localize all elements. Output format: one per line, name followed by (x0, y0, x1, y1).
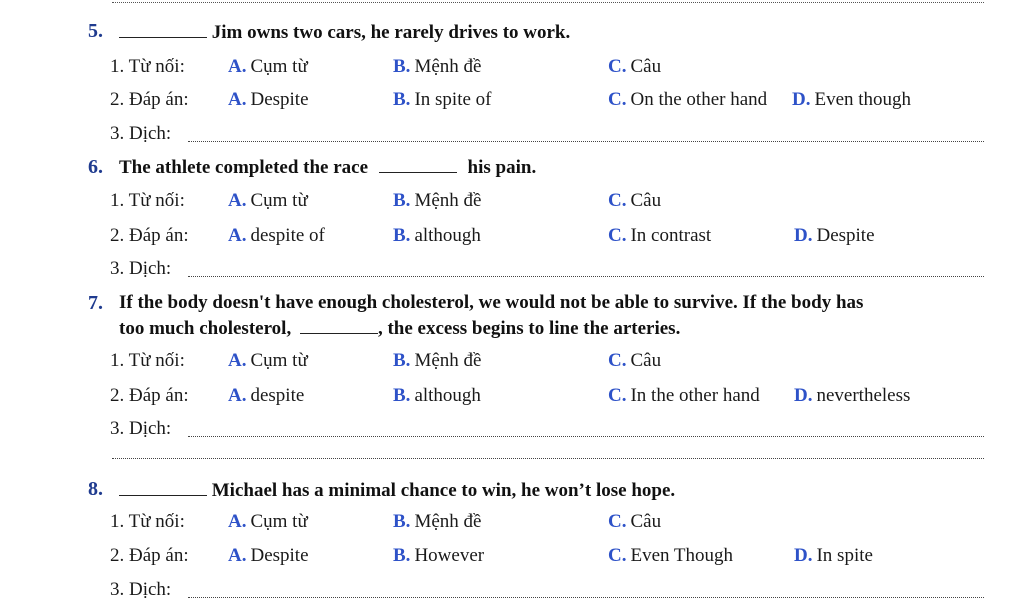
answer-label: 2. Đáp án: (110, 545, 189, 566)
answer-label: 2. Đáp án: (110, 225, 189, 246)
translate-label: 3. Dịch: (110, 258, 172, 279)
translate-line-2[interactable] (112, 458, 984, 459)
answer-label: 2. Đáp án: (110, 89, 189, 110)
connector-option-c[interactable]: C. Câu (608, 56, 662, 77)
answer-blank[interactable] (379, 156, 457, 173)
connector-option-c[interactable]: C. Câu (608, 350, 662, 371)
answer-option-b[interactable]: B. In spite of (393, 89, 492, 110)
connector-option-a[interactable]: A. Cụm từ (228, 350, 308, 371)
answer-option-a[interactable]: A. Despite (228, 545, 309, 566)
answer-blank[interactable] (119, 21, 207, 38)
connector-option-b[interactable]: B. Mệnh đề (393, 511, 482, 532)
answer-option-a[interactable]: A. Despite (228, 89, 309, 110)
translate-line[interactable] (188, 597, 984, 598)
question-text: Michael has a minimal chance to win, he won’t lose hope. (119, 479, 675, 502)
answer-blank[interactable] (119, 479, 207, 496)
connector-option-a[interactable]: A. Cụm từ (228, 511, 308, 532)
answer-option-a[interactable]: A. despite (228, 385, 305, 406)
answer-option-b[interactable]: B. although (393, 385, 481, 406)
connector-option-a[interactable]: A. Cụm từ (228, 56, 308, 77)
question-text-line-1: If the body doesn't have enough cholesterol, we would not be able to survive. If the body has (119, 292, 864, 313)
connector-label: 1. Từ nối: (110, 56, 185, 77)
answer-label: 2. Đáp án: (110, 385, 189, 406)
translate-label: 3. Dịch: (110, 123, 172, 144)
answer-option-d[interactable]: D. Even though (792, 89, 912, 110)
translate-line[interactable] (188, 141, 984, 142)
answer-option-c[interactable]: C. On the other hand (608, 89, 768, 110)
connector-option-b[interactable]: B. Mệnh đề (393, 350, 482, 371)
translate-line[interactable] (188, 276, 984, 277)
translate-label: 3. Dịch: (110, 418, 172, 439)
connector-label: 1. Từ nối: (110, 350, 185, 371)
answer-blank[interactable] (300, 317, 378, 334)
connector-option-b[interactable]: B. Mệnh đề (393, 190, 482, 211)
translate-label: 3. Dịch: (110, 579, 172, 600)
top-dotted-rule (112, 2, 984, 3)
question-text-line-2: too much cholesterol, , the excess begins to line the arteries. (119, 318, 681, 339)
question-number: 5. (88, 20, 103, 42)
connector-option-a[interactable]: A. Cụm từ (228, 190, 308, 211)
answer-option-d[interactable]: D. Despite (794, 225, 875, 246)
answer-option-a[interactable]: A. despite of (228, 225, 325, 246)
answer-option-d[interactable]: D. nevertheless (794, 385, 911, 406)
connector-option-c[interactable]: C. Câu (608, 511, 662, 532)
answer-option-c[interactable]: C. In contrast (608, 225, 712, 246)
connector-option-b[interactable]: B. Mệnh đề (393, 56, 482, 77)
question-number: 8. (88, 478, 103, 500)
connector-label: 1. Từ nối: (110, 190, 185, 211)
answer-option-c[interactable]: C. In the other hand (608, 385, 760, 406)
translate-line[interactable] (188, 436, 984, 437)
answer-option-b[interactable]: B. However (393, 545, 485, 566)
question-text: The athlete completed the race his pain. (119, 157, 537, 178)
connector-option-c[interactable]: C. Câu (608, 190, 662, 211)
connector-label: 1. Từ nối: (110, 511, 185, 532)
answer-option-d[interactable]: D. In spite (794, 545, 873, 566)
question-text: Jim owns two cars, he rarely drives to work. (119, 21, 570, 44)
answer-option-b[interactable]: B. although (393, 225, 481, 246)
question-number: 7. (88, 292, 103, 314)
answer-option-c[interactable]: C. Even Though (608, 545, 734, 566)
question-number: 6. (88, 156, 103, 178)
